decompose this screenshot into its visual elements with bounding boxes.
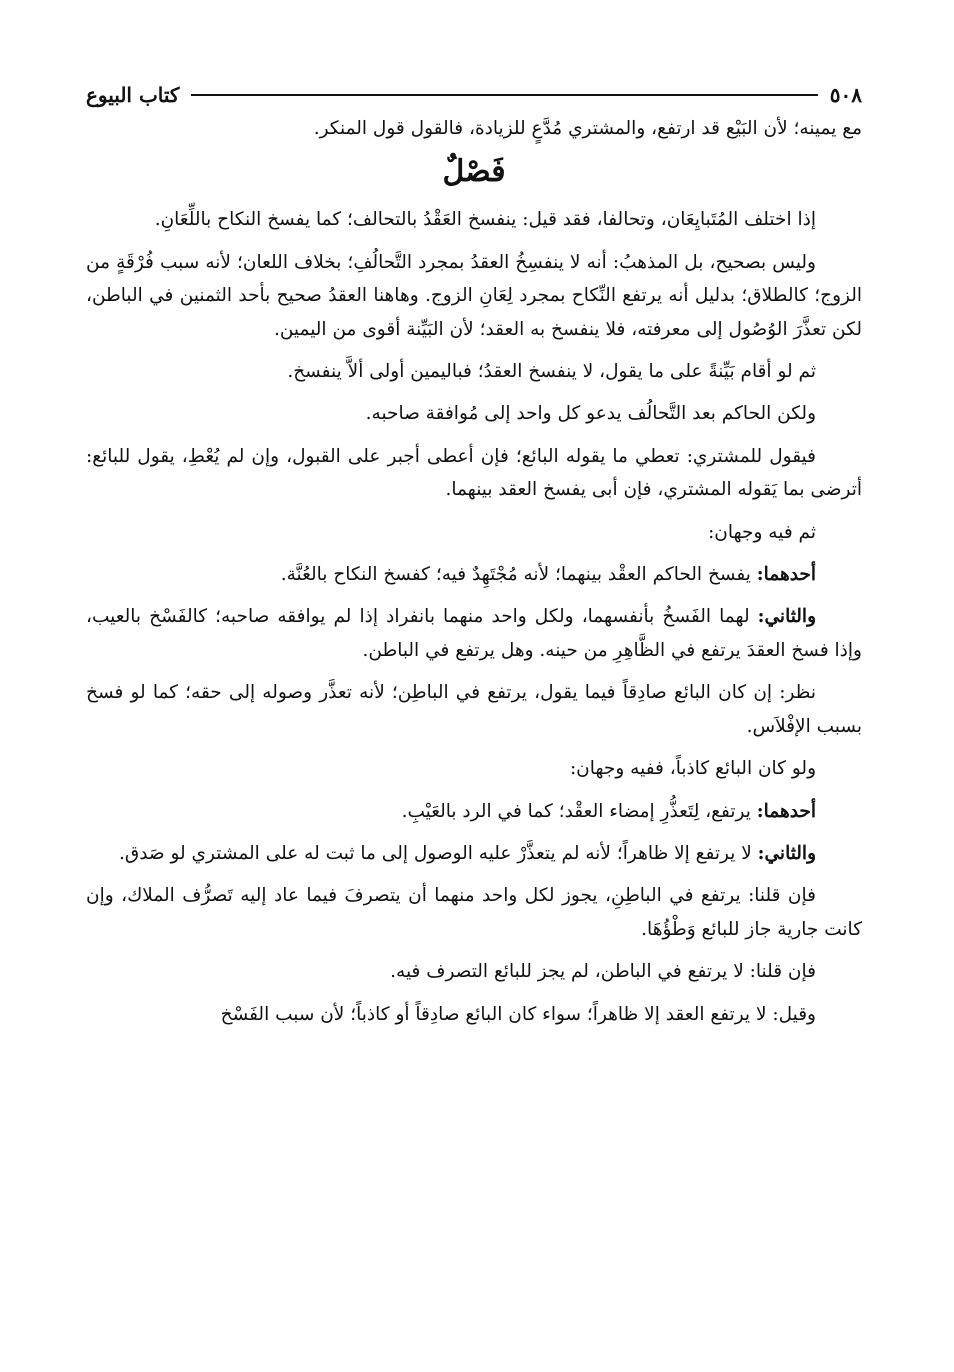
paragraph-text: لا يرتفع إلا ظاهراً؛ لأنه لم يتعذَّرْ عليه الوصول إلى ما ثبت له على المشتري لو صَدق. [118, 842, 758, 864]
paragraph [86, 998, 862, 1031]
paragraph [86, 955, 862, 988]
paragraph-text: ولكن الحاكم بعد التَّحالُف يدعو كل واحد إلى مُوافقة صاحبه. [365, 403, 816, 425]
paragraph-text: فيقول للمشتري: تعطي ما يقوله البائع؛ فإن أعطى أجبر على القبول، وإن لم يُعْطِ، يقول للبائع: أترضى بما يَقوله المشتري، فإن أبى يفسخ العقد بينهما. [86, 445, 862, 501]
paragraph-text: يرتفع، لِتَعذُّرِ إمضاء العقْد؛ كما في الرد بالعَيْبِ. [401, 800, 757, 822]
running-header [86, 78, 862, 112]
paragraph-text: وقيل: لا يرتفع العقد إلا ظاهراً؛ سواء كان البائع صادِقاً أو كاذباً؛ لأن سبب الفَسْخ [220, 1003, 816, 1025]
paragraph [86, 752, 862, 785]
paragraph-text: يفسخ الحاكم العقْد بينهما؛ لأنه مُجْتَهِدٌ فيه؛ كفسخ النكاح بالعُنَّة. [280, 564, 757, 586]
paragraph-text: لهما الفَسخُ بأنفسهما، ولكل واحد منهما بانفراد إذا لم يوافقه صاحبه؛ كالفَسْخ بالعيب، وإذا فسخ العقدَ يرتفع في الظَّاهِرِ من حينه. وهل يرتفع في الباطن. [86, 606, 862, 661]
paragraph [86, 879, 862, 946]
paragraph-text: فإن قلنا: لا يرتفع في الباطن، لم يجز للبائع التصرف فيه. [390, 961, 816, 983]
paragraph [86, 676, 862, 743]
paragraph [86, 516, 862, 549]
paragraph [86, 837, 862, 870]
paragraph-text: ثم فيه وجهان: [708, 521, 816, 543]
paragraph-lead: أحدهما: [756, 564, 816, 586]
paragraph [86, 355, 862, 388]
paragraph-text: ولو كان البائع كاذباً، ففيه وجهان: [569, 758, 816, 780]
book-page [86, 78, 862, 1358]
paragraph-lead: والثاني: [757, 606, 816, 628]
paragraph-lead: أحدهما: [756, 800, 816, 822]
paragraph [86, 600, 862, 667]
paragraph-text: مع يمينه؛ لأن البَيْع قد ارتفع، والمشتري مُدَّعٍ للزيادة، فالقول قول المنكر. [313, 118, 862, 139]
paragraph [86, 558, 862, 591]
header-rule [191, 94, 817, 96]
page-number: ٥٠٨ [829, 83, 862, 107]
paragraph-text: إذا اختلف المُتَبايِعَان، وتحالفا، فقد قيل: ينفسخ العَقْدُ بالتحالف؛ كما يفسخ النكاح باللِّعَانِ. [154, 209, 816, 231]
paragraph [86, 440, 862, 507]
paragraph-text: ثم لو أقام بَيِّنةً على ما يقول، لا ينفسخ العقدُ؛ فباليمين أولى ألاَّ ينفسخ. [287, 361, 816, 383]
paragraph [86, 397, 862, 430]
paragraph [86, 795, 862, 828]
book-title: كتاب البيوع [86, 83, 180, 107]
paragraph-text: فإن قلنا: يرتفع في الباطِنِ، يجوز لكل واحد منهما أن يتصرفَ فيما عاد إليه تَصرُّف الملاك، وإن كانت جارية جاز للبائع وَطْؤُهَا. [86, 885, 862, 940]
body-text [86, 112, 862, 1031]
paragraph-text: وليس بصحيح، بل المذهبُ: أنه لا ينفسِخُ العقدُ بمجرد التَّحالُفِ؛ بخلاف اللعان؛ لأنه سبب فُرْقَةٍ من الزوج؛ كالطلاق؛ بدليل أنه يرتفع النِّكاح بمجرد لِعَانِ الزوج. وهاهنا العقدُ صحيح بأحد الثمنين في الباطن، لكن تعذَّرَ الوُصُول إلى معرفته، فلا ينفسخ به العقد؛ لأن البَيِّنة أقوى من اليمين. [86, 251, 862, 340]
paragraph [86, 203, 862, 236]
paragraph-text: نظر: إن كان البائع صادِقاً فيما يقول، يرتفع في الباطِن؛ لأنه تعذَّر وصوله إلى حقه؛ كما لو فسخ بسبب الإفْلاَس. [86, 682, 862, 737]
section-title: فَصْلٌ [442, 154, 506, 190]
paragraph [86, 112, 862, 145]
paragraph [86, 246, 862, 346]
paragraph-lead: والثاني: [757, 842, 816, 864]
